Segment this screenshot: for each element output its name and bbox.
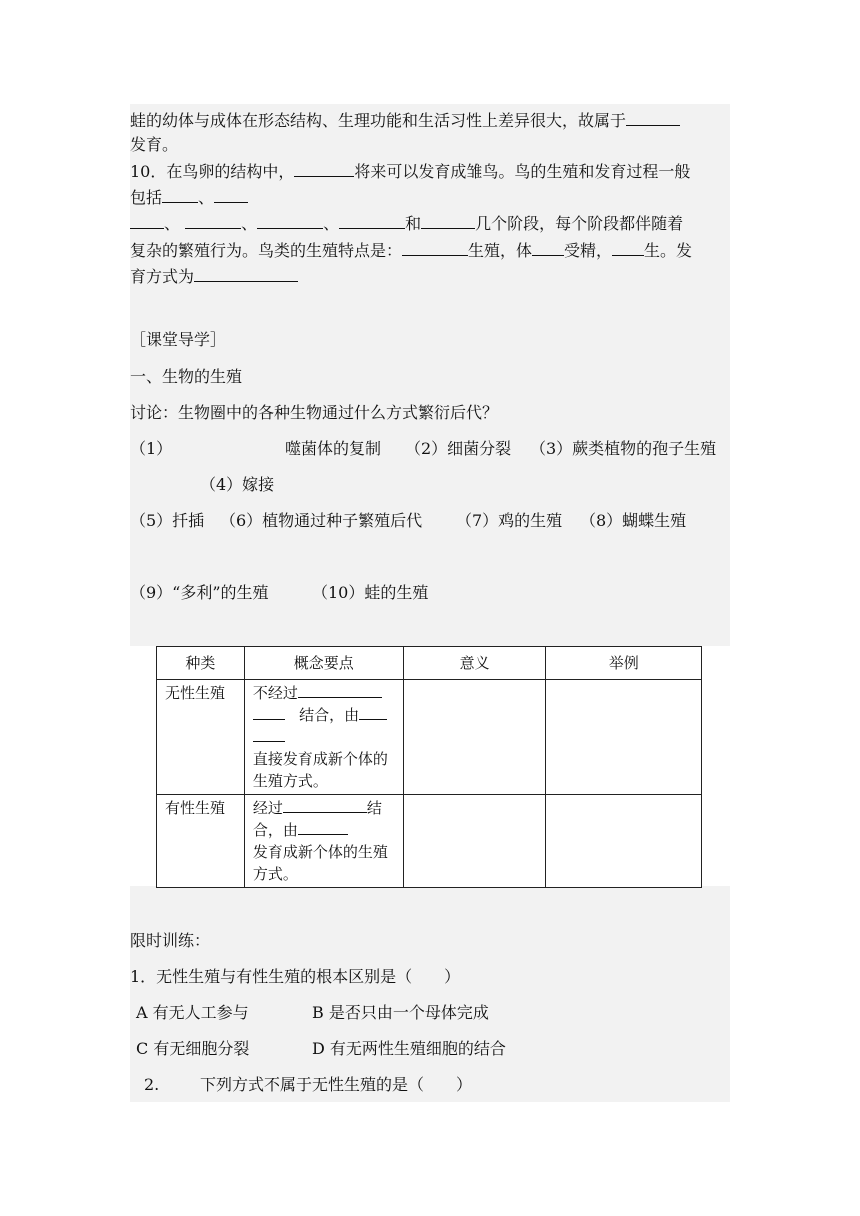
item-5: （5）扦插 — [130, 511, 205, 530]
item-10: （10）蛙的生殖 — [312, 583, 429, 602]
blank[interactable] — [294, 161, 354, 177]
concept-cell: 经过 结 合，由 发育成新个体的生殖方式。 — [244, 795, 403, 888]
item-9: （9）“多利”的生殖 — [130, 583, 269, 602]
practice-title: 限时训练： — [130, 931, 211, 950]
blank[interactable] — [402, 240, 468, 256]
item-6: （6）植物通过种子繁殖后代 — [220, 511, 423, 530]
item-7: （7）鸡的生殖 — [456, 511, 563, 530]
blank[interactable] — [359, 704, 387, 720]
item-3: （3）蕨类植物的孢子生殖 — [530, 439, 717, 458]
discussion-prompt: 讨论：生物圈中的各种生物通过什么方式繁衍后代？ — [130, 403, 499, 422]
item-1-text: 噬菌体的复制 — [285, 439, 382, 458]
row-type: 有性生殖 — [157, 795, 245, 888]
blank[interactable] — [421, 213, 475, 229]
blank[interactable] — [532, 240, 564, 256]
section-heading: 一、生物的生殖 — [130, 367, 243, 386]
question-2-number: 2. — [144, 1075, 160, 1094]
blank[interactable] — [339, 213, 405, 229]
option-b[interactable]: B 是否只由一个母体完成 — [312, 1003, 489, 1022]
blank[interactable] — [257, 213, 323, 229]
concept-cell: 不经过 结合，由 直接发育成新个体的生殖方式。 — [244, 680, 403, 795]
intro-line-2: 发育。 — [130, 135, 179, 154]
table-header: 种类 — [157, 647, 245, 680]
intro-line-1: 蛙的幼体与成体在形态结构、生理功能和生活习性上差异很大，故属于 — [130, 110, 680, 131]
table-row — [157, 680, 702, 795]
row-type: 无性生殖 — [157, 680, 245, 795]
table-header: 举例 — [546, 647, 702, 680]
option-d[interactable]: D 有无两性生殖细胞的结合 — [312, 1039, 506, 1058]
blank[interactable] — [185, 213, 241, 229]
item-2: （2）细菌分裂 — [405, 439, 512, 458]
meaning-cell[interactable] — [403, 680, 546, 795]
blank[interactable] — [253, 704, 285, 720]
item-4: （4）嫁接 — [200, 475, 275, 494]
blank[interactable] — [130, 213, 164, 229]
example-cell[interactable] — [546, 795, 702, 888]
question-1: 1．无性生殖与有性生殖的根本区别是（ ） — [130, 967, 461, 986]
question-10-line-5: 育方式为 — [130, 266, 298, 287]
meaning-cell[interactable] — [403, 795, 546, 888]
table-header: 概念要点 — [244, 647, 403, 680]
practice-background — [130, 886, 730, 1102]
blank[interactable] — [283, 797, 367, 813]
blank[interactable] — [298, 819, 348, 835]
item-8: （8）蝴蝶生殖 — [580, 511, 687, 530]
table-header-row — [157, 647, 702, 680]
blank[interactable] — [612, 240, 644, 256]
item-1-label: （1） — [130, 439, 173, 458]
option-c[interactable]: C 有无细胞分裂 — [136, 1039, 250, 1058]
section-title: ［课堂导学］ — [130, 330, 227, 349]
question-10-line-3: 、 、 、 和 几个阶段，每个阶段都伴随着 — [130, 213, 683, 234]
reproduction-table — [156, 646, 702, 888]
question-10-line-1: 10．在鸟卵的结构中， 将来可以发育成雏鸟。鸟的生殖和发育过程一般 — [130, 162, 691, 181]
example-cell[interactable] — [546, 680, 702, 795]
blank[interactable] — [214, 187, 248, 203]
blank[interactable] — [626, 110, 680, 126]
option-a[interactable]: A 有无人工参与 — [136, 1003, 249, 1022]
blank[interactable] — [194, 266, 298, 282]
question-10-line-4: 复杂的繁殖行为。鸟类的生殖特点是： 生殖，体 受精， 生。发 — [130, 241, 693, 260]
table-header: 意义 — [403, 647, 546, 680]
question-10-line-2: 包括 、 — [130, 187, 248, 208]
blank[interactable] — [298, 682, 382, 698]
blank[interactable] — [253, 726, 285, 742]
blank[interactable] — [162, 187, 198, 203]
question-2: 下列方式不属于无性生殖的是（ ） — [200, 1075, 473, 1094]
table-row — [157, 795, 702, 888]
